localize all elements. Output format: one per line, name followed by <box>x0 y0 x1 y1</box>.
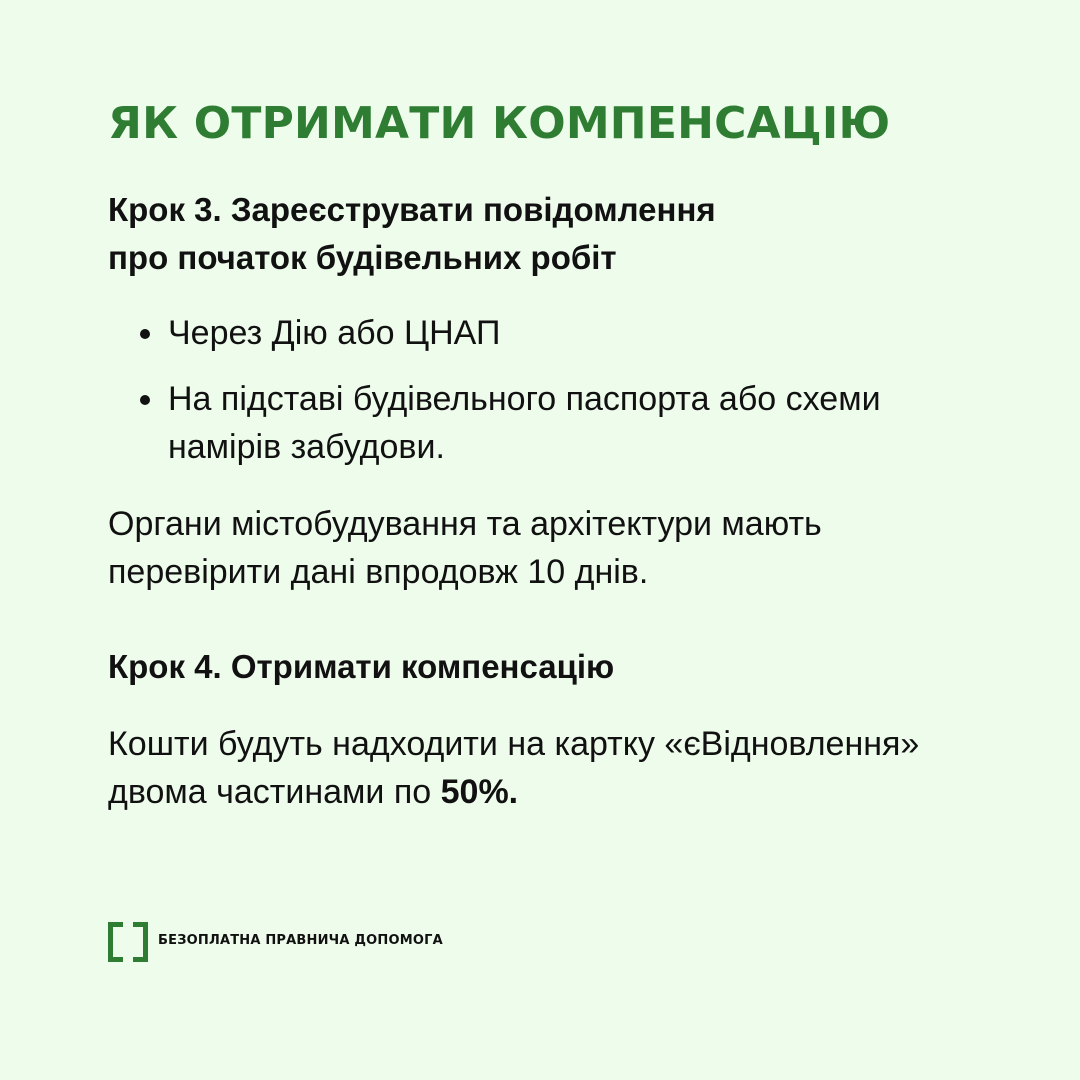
step4-text <box>108 720 1028 816</box>
step3-heading-line1: Крок 3. Зареєструвати повідомлення <box>108 191 716 228</box>
footer-brand <box>108 922 443 958</box>
bullet-icon <box>140 395 150 405</box>
footer-brand-text: БЕЗОПЛАТНА ПРАВНИЧА ДОПОМОГА <box>158 932 443 948</box>
step4-heading: Крок 4. Отримати компенсацію <box>108 648 615 685</box>
step3-note-line1: Органи містобудування та архітектури мають <box>108 505 822 543</box>
bullet-text: Через Дію або ЦНАП <box>168 314 501 352</box>
right-bracket-shape <box>133 922 148 962</box>
bullet-icon <box>140 329 150 339</box>
step3-note-line2: перевірити дані впродовж 10 днів. <box>108 553 649 591</box>
left-bracket-shape <box>108 922 123 962</box>
list-item <box>108 309 988 357</box>
bullet-text: На підставі будівельного паспорта або схеми намірів забудови. <box>168 380 881 466</box>
step3-heading-line2: про початок будівельних робіт <box>108 239 617 276</box>
step4-percentage: 50%. <box>440 773 519 811</box>
list-item <box>108 375 988 471</box>
step3-note <box>108 500 1008 596</box>
step3-bullet-list <box>108 309 988 489</box>
bracket-logo-icon <box>108 922 148 958</box>
step4-text-line2-prefix: двома частинами по <box>108 773 441 811</box>
step3-heading <box>108 186 868 282</box>
page-title: ЯК ОТРИМАТИ КОМПЕНСАЦІЮ <box>108 98 891 149</box>
step4-text-line1: Кошти будуть надходити на картку «єВідновлення» <box>108 725 920 763</box>
